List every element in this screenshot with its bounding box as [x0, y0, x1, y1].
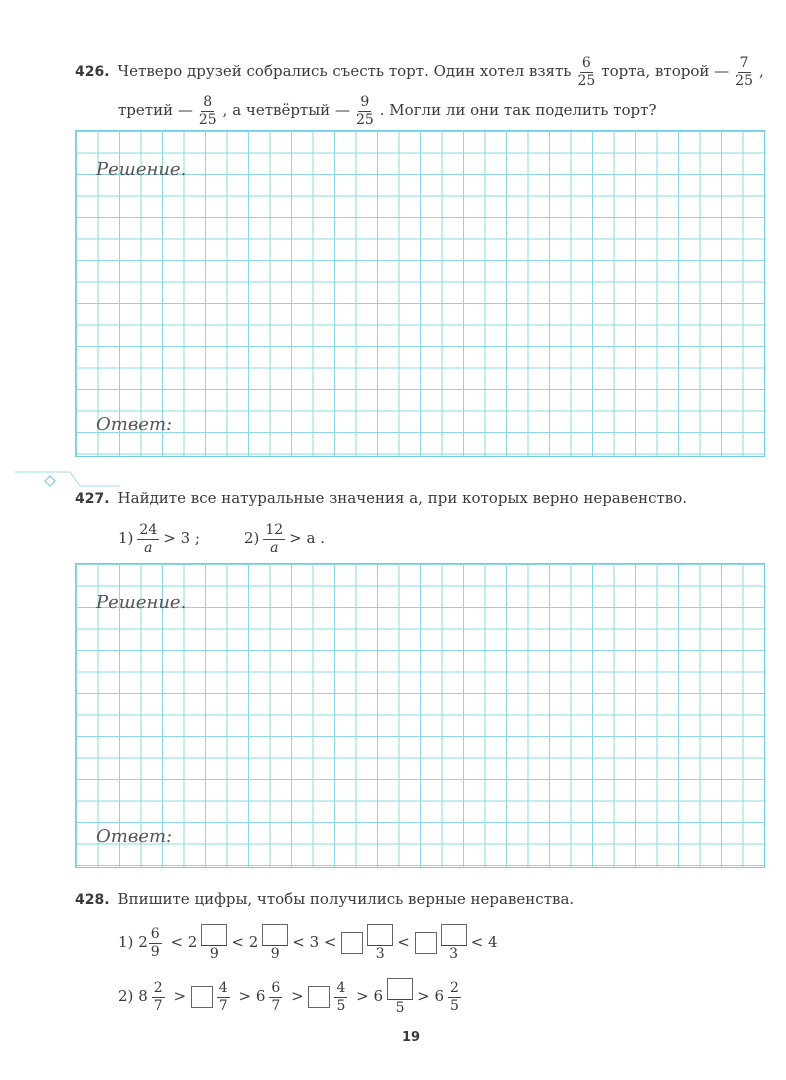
- numerator: 4: [218, 979, 228, 996]
- whole: 2: [248, 933, 259, 951]
- denominator: 7: [153, 997, 163, 1014]
- fraction: [733, 55, 755, 90]
- fraction: [149, 926, 162, 961]
- fraction: [137, 522, 159, 557]
- fraction: [575, 55, 597, 90]
- item-index: 2): [243, 529, 260, 547]
- denominator: 25: [735, 72, 753, 89]
- answer-box[interactable]: [341, 932, 363, 954]
- text: <: [170, 933, 184, 951]
- denominator: a: [270, 539, 279, 556]
- whole: 6: [434, 987, 444, 1005]
- diamond-icon: [45, 476, 55, 486]
- denominator: 5: [336, 997, 346, 1014]
- text: торта, второй —: [601, 62, 730, 80]
- numerator: 9: [360, 93, 370, 110]
- denominator: 5: [395, 999, 405, 1016]
- text: > 3 ;: [163, 529, 200, 547]
- denominator: 9: [270, 945, 280, 962]
- text: >: [238, 987, 252, 1005]
- fraction: [441, 924, 467, 963]
- text: Впишите цифры, чтобы получились верные неравенства.: [117, 890, 575, 908]
- text: ,: [758, 62, 764, 80]
- text: Четверо друзей собрались съесть торт. Один хотел взять: [117, 62, 572, 80]
- text: третий —: [118, 101, 193, 119]
- problem-427: [75, 486, 775, 557]
- denominator: 25: [355, 111, 374, 128]
- denominator: 25: [577, 72, 596, 89]
- denominator: 9: [150, 943, 160, 960]
- fraction: [387, 978, 413, 1017]
- item-index: 2): [118, 987, 134, 1005]
- solution-label: Решение.: [96, 159, 187, 180]
- answer-label: Ответ:: [96, 826, 173, 847]
- answer-box[interactable]: [415, 932, 437, 954]
- problem-number: 426.: [75, 64, 110, 80]
- numerator: 6: [150, 925, 160, 942]
- answer-box[interactable]: [308, 986, 330, 1008]
- text: > a .: [289, 529, 325, 547]
- text: < 3 <: [292, 933, 337, 951]
- denominator: 9: [209, 945, 219, 962]
- numerator: 2: [153, 979, 163, 996]
- answer-box[interactable]: [441, 924, 467, 946]
- answer-box[interactable]: [191, 986, 213, 1008]
- fraction: [367, 924, 393, 963]
- text: >: [291, 987, 304, 1005]
- solution-grid-426[interactable]: [75, 130, 765, 457]
- solution-grid-427[interactable]: [75, 563, 765, 868]
- inequality-2: [75, 974, 775, 1018]
- answer-box[interactable]: [387, 978, 413, 1000]
- item-index: 1): [118, 933, 134, 951]
- denominator: 3: [375, 945, 385, 962]
- fraction: [262, 924, 288, 963]
- answer-box[interactable]: [262, 924, 288, 946]
- fraction: [201, 924, 227, 963]
- item-index: 1): [118, 529, 134, 547]
- numerator: 4: [336, 979, 346, 996]
- problem-number: 427.: [75, 491, 110, 507]
- numerator: 2: [449, 979, 459, 996]
- fraction: [217, 980, 230, 1015]
- problem-428: [75, 887, 775, 1018]
- page-number: 19: [402, 1030, 421, 1045]
- answer-box[interactable]: [201, 924, 227, 946]
- fraction: [269, 980, 282, 1015]
- fraction: [354, 94, 376, 129]
- problem-426: [75, 52, 775, 129]
- text: <: [397, 933, 410, 951]
- fraction: [448, 980, 461, 1015]
- text: <: [231, 933, 244, 951]
- numerator: 12: [265, 521, 284, 538]
- denominator: 25: [198, 111, 217, 128]
- whole: 2: [187, 933, 198, 951]
- denominator: 3: [449, 945, 459, 962]
- fraction: [334, 980, 347, 1015]
- answer-box[interactable]: [367, 924, 393, 946]
- whole: 8: [138, 987, 148, 1005]
- fraction: [152, 980, 165, 1015]
- text: >: [417, 987, 430, 1005]
- denominator: 7: [218, 997, 228, 1014]
- text: , а четвёртый —: [222, 101, 350, 119]
- fraction: [197, 94, 219, 129]
- text: . Могли ли они так поделить торт?: [379, 101, 657, 119]
- whole: 6: [255, 987, 266, 1005]
- numerator: 24: [139, 521, 158, 538]
- inequality-1: [75, 920, 775, 964]
- text: >: [356, 987, 369, 1005]
- numerator: 7: [739, 54, 749, 71]
- denominator: 7: [271, 997, 281, 1014]
- text: Найдите все натуральные значения a, при которых верно неравенство.: [117, 489, 688, 507]
- denominator: a: [144, 539, 153, 556]
- numerator: 6: [271, 979, 281, 996]
- whole: 2: [138, 933, 148, 951]
- numerator: 6: [581, 54, 591, 71]
- answer-label: Ответ:: [96, 414, 173, 435]
- solution-label: Решение.: [96, 592, 187, 613]
- text: < 4: [470, 933, 498, 951]
- numerator: 8: [203, 93, 213, 110]
- whole: 6: [373, 987, 384, 1005]
- denominator: 5: [449, 997, 459, 1014]
- text: >: [173, 987, 187, 1005]
- fraction: [263, 522, 285, 557]
- problem-number: 428.: [75, 892, 110, 908]
